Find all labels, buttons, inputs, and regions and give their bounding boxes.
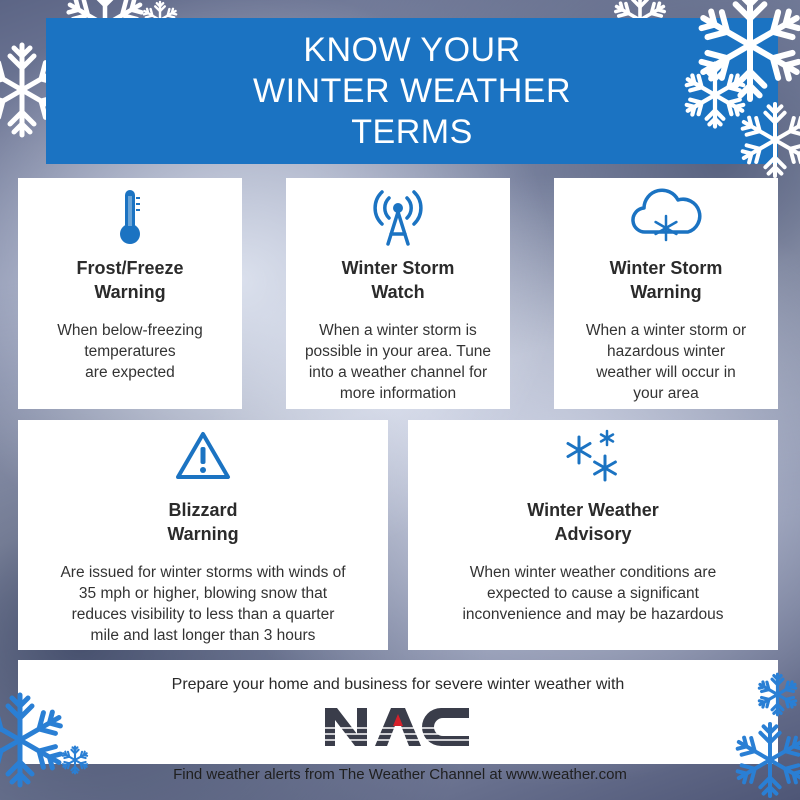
page-title-line: WINTER WEATHER: [252, 71, 571, 110]
thermometer-icon: [115, 188, 145, 246]
snowflake-icon: [60, 745, 90, 775]
card-description: into a weather channel for: [308, 364, 488, 381]
page-title-line: TERMS: [351, 112, 473, 151]
warning-triangle-icon: [174, 430, 232, 482]
snowflake-icon: [0, 690, 70, 790]
card-description: Are issued for winter storms with winds of: [60, 564, 346, 581]
snowflake-icon: [730, 720, 800, 800]
card-description: hazardous winter: [606, 343, 726, 360]
page-title-banner: [46, 18, 778, 164]
card-description: reduces visibility to less than a quarter: [71, 606, 335, 623]
card-description: possible in your area. Tune: [304, 343, 492, 360]
card-description: more information: [339, 385, 457, 402]
term-card-blizzard-warning: [18, 420, 388, 650]
card-description: mile and last longer than 3 hours: [90, 627, 316, 644]
card-title: Warning: [630, 282, 702, 302]
card-description: weather will occur in: [596, 364, 736, 381]
card-title: Blizzard: [168, 500, 238, 520]
card-description: your area: [633, 385, 699, 402]
term-card-winter-storm-watch: [286, 178, 510, 409]
card-description: temperatures: [84, 343, 176, 360]
term-card-winter-weather-advisory: [408, 420, 778, 650]
card-description: When a winter storm or: [585, 322, 747, 339]
snowflake-icon: [735, 100, 800, 180]
card-title: Winter Storm: [341, 258, 455, 278]
card-description: are expected: [85, 364, 175, 381]
prepare-text: Prepare your home and business for severe winter weather with: [171, 676, 625, 693]
snowflake-icon: [755, 672, 800, 717]
card-description: When below-freezing: [57, 322, 203, 339]
card-title: Advisory: [554, 524, 632, 544]
card-title: Winter Storm: [609, 258, 723, 278]
logo-text: NAC: [323, 704, 326, 705]
card-description: inconvenience and may be hazardous: [462, 606, 724, 623]
card-title: Watch: [371, 282, 425, 302]
card-title: Frost/Freeze: [76, 258, 184, 278]
card-description: When winter weather conditions are: [469, 564, 717, 581]
broadcast-tower-icon: [372, 188, 424, 246]
term-card-frost-freeze-warning: [18, 178, 242, 409]
card-description: 35 mph or higher, blowing snow that: [78, 585, 328, 602]
page-title-line: KNOW YOUR: [303, 30, 521, 69]
weather-alerts-text: Find weather alerts from The Weather Channel at www.weather.com: [173, 766, 627, 783]
snowflakes-icon: [561, 428, 625, 484]
footer-panel: [18, 660, 778, 764]
card-description: expected to cause a significant: [487, 585, 699, 602]
term-card-winter-storm-warning: [554, 178, 778, 409]
card-description: When a winter storm is: [319, 322, 477, 339]
card-title: Warning: [167, 524, 239, 544]
card-title: Warning: [94, 282, 166, 302]
card-title: Winter Weather: [527, 500, 659, 520]
nac-logo: [323, 704, 473, 750]
snow-cloud-icon: [630, 186, 702, 246]
